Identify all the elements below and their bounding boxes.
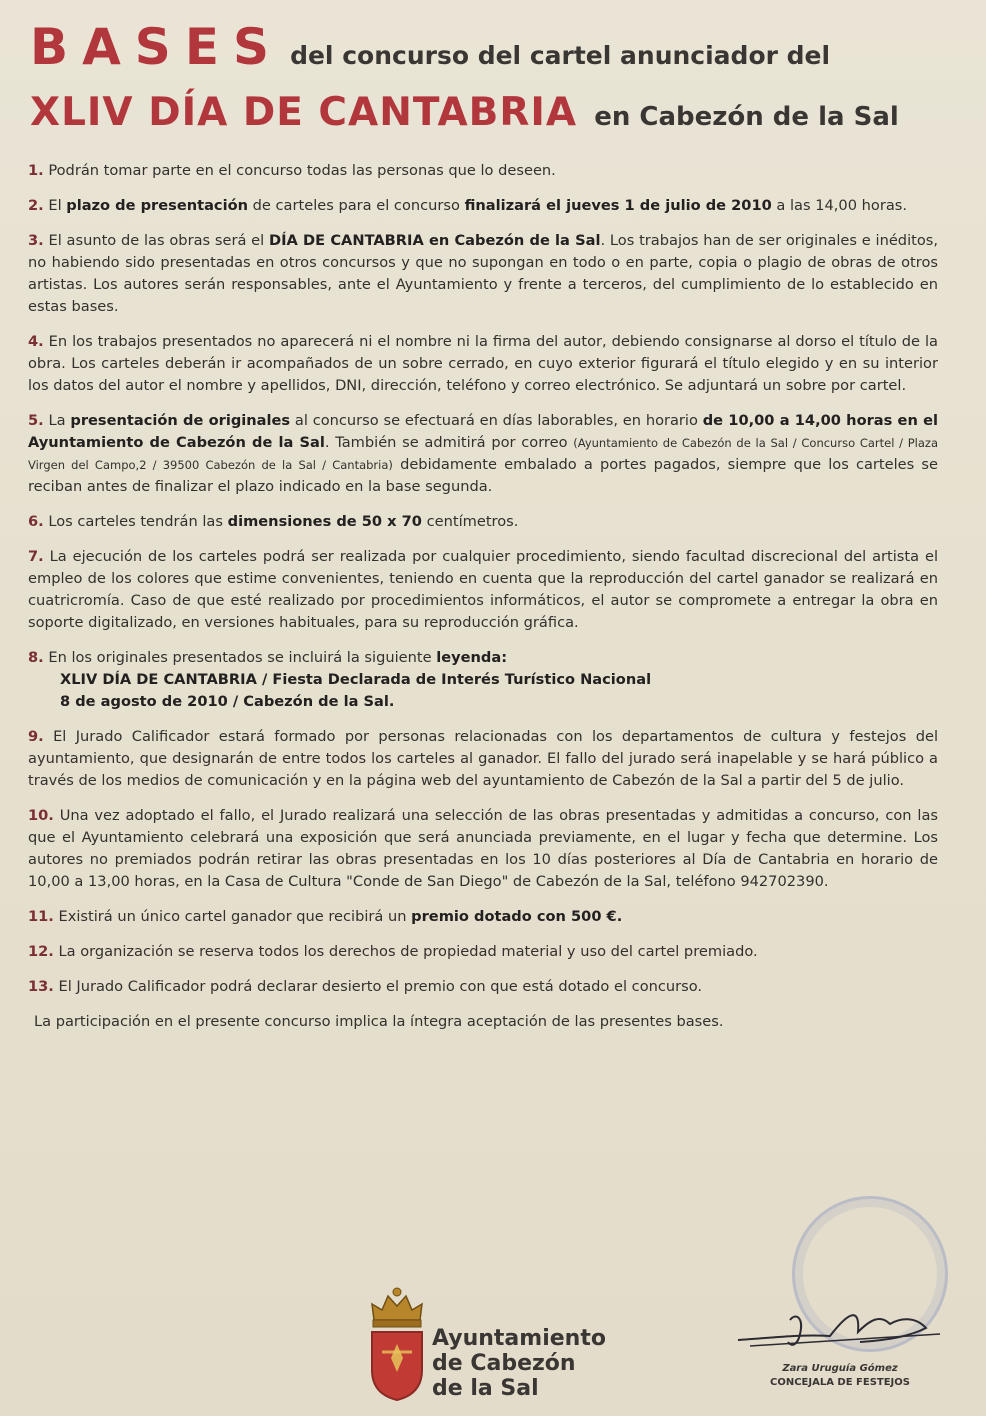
clauses-list xyxy=(28,160,938,1046)
clause-text: En los originales presentados se incluirá la siguiente xyxy=(48,649,432,666)
clause-1 xyxy=(28,160,938,182)
clause-text: Una vez adoptado el fallo, el Jurado realizará una selección de las obras presentadas y admitidas a concurso, con las que el Ayuntamiento celebrará una exposición que será anunciada previamente, en el lugar y fecha que determine. Los autores no premiados podrán retirar las obras presentadas en los 10 días posteriores al Día de Cantabria en horario de 10,00 a 13,00 horas, en la Casa de Cultura "Conde de San Diego" de Cabezón de la Sal, teléfono 942702390. xyxy=(28,807,938,890)
clause-text: de carteles para el concurso xyxy=(252,197,460,214)
clause-text: En los trabajos presentados no aparecerá ni el nombre ni la firma del autor, debiendo consignarse al dorso el título de la obra. Los carteles deberán ir acompañados de un sobre cerrado, en cuyo exterior figurará el título elegido y en su interior los datos del autor el nombre y apellidos, DNI, dirección, teléfono y correo electrónico. Se adjuntará un sobre por cartel. xyxy=(28,333,938,394)
org-line-2: de Cabezón xyxy=(432,1351,576,1376)
clause-text: . Los trabajos han de ser originales e inéditos, no habiendo sido presentadas en otros concursos y que no supongan en todo o en parte, copia o plagio de obras de otros artistas. Los autores serán responsables, ante el Ayuntamiento y frente a terceros, del cumplimiento de lo establecido en estas bases. xyxy=(28,232,939,315)
clause-number: 2. xyxy=(28,197,44,214)
org-line-1: Ayuntamiento xyxy=(432,1326,606,1351)
clause-bold: premio dotado con 500 €. xyxy=(411,908,623,925)
clause-number: 5. xyxy=(28,412,44,429)
clause-text: a las 14,00 horas. xyxy=(776,197,908,214)
closing-statement: La participación en el presente concurso implica la íntegra aceptación de las presentes bases. xyxy=(34,1013,724,1030)
clause-9 xyxy=(28,726,938,792)
clause-text: El Jurado Calificador podrá declarar desierto el premio con que está dotado el concurso. xyxy=(58,978,703,995)
clause-text: La ejecución de los carteles podrá ser realizada por cualquier procedimiento, siendo facultad discrecional del artista el empleo de los colores que estime convenientes, teniendo en cuenta que la reproducción del cartel ganador se realizará en cuatricromía. Caso de que esté realizado por procedimientos informáticos, el autor se compromete a entregar la obra en soporte digitalizado, en versiones habituales, para su reproducción gráfica. xyxy=(28,548,938,631)
clause-text: Los carteles tendrán las xyxy=(48,513,223,530)
clause-number: 9. xyxy=(28,728,44,745)
clause-number: 4. xyxy=(28,333,44,350)
clause-6 xyxy=(28,511,938,533)
clause-number: 1. xyxy=(28,162,44,179)
clause-number: 8. xyxy=(28,649,44,666)
clause-text: El Jurado Calificador estará formado por personas relacionadas con los departamentos de cultura y festejos del ayuntamiento, que designarán de entre todos los carteles al ganador. El fallo del jurado será inapelable y se hará público a través de los medios de comunicación y en la página web del ayuntamiento de Cabezón de la Sal a partir del 5 de julio. xyxy=(28,728,938,789)
signer-title: CONCEJALA DE FESTEJOS xyxy=(770,1377,910,1388)
clause-number: 10. xyxy=(28,807,54,824)
clause-3 xyxy=(28,230,938,318)
title-bases: BASES xyxy=(30,18,283,76)
clause-8 xyxy=(28,647,938,713)
clause-text: . También se admitirá por correo xyxy=(324,434,568,451)
clause-text: La organización se reserva todos los derechos de propiedad material y uso del cartel premiado. xyxy=(58,943,758,960)
clause-7 xyxy=(28,546,938,634)
title-line-1 xyxy=(30,18,830,76)
clause-5 xyxy=(28,410,938,498)
clause-bold: finalizará el jueves 1 de julio de 2010 xyxy=(464,197,772,214)
clause-number: 7. xyxy=(28,548,44,565)
clause-text: al concurso se efectuará en días laborables, en horario xyxy=(294,412,698,429)
clause-2 xyxy=(28,195,938,217)
title-subtitle: del concurso del cartel anunciador del xyxy=(290,41,831,70)
coat-of-arms-icon xyxy=(366,1286,428,1402)
event-title: XLIV DÍA DE CANTABRIA xyxy=(30,90,578,135)
clause-number: 3. xyxy=(28,232,44,249)
clause-text: El xyxy=(48,197,62,214)
clause-text: centímetros. xyxy=(426,513,519,530)
clause-11 xyxy=(28,906,938,928)
signer-block xyxy=(740,1362,940,1390)
legend-line-2: 8 de agosto de 2010 / Cabezón de la Sal. xyxy=(60,693,395,710)
org-line-3: de la Sal xyxy=(432,1376,539,1401)
clause-bold: DÍA DE CANTABRIA en Cabezón de la Sal xyxy=(269,232,601,249)
clause-number: 11. xyxy=(28,908,54,925)
clause-bold: leyenda: xyxy=(436,649,508,666)
handwritten-signature xyxy=(730,1290,950,1370)
event-location: en Cabezón de la Sal xyxy=(594,102,899,132)
clause-13 xyxy=(28,976,938,998)
clause-10 xyxy=(28,805,938,893)
clause-text: Existirá un único cartel ganador que recibirá un xyxy=(58,908,407,925)
clause-text: La xyxy=(48,412,66,429)
clause-bold: dimensiones de 50 x 70 xyxy=(227,513,422,530)
clause-bold: plazo de presentación xyxy=(66,197,248,214)
signer-name: Zara Uruguía Gómez xyxy=(782,1363,898,1374)
clause-4 xyxy=(28,331,938,397)
clause-text: Podrán tomar parte en el concurso todas las personas que lo deseen. xyxy=(48,162,556,179)
title-line-2 xyxy=(30,90,899,135)
organization-logo-text xyxy=(432,1326,606,1401)
clause-12 xyxy=(28,941,938,963)
clause-number: 13. xyxy=(28,978,54,995)
postal-address: (Ayuntamiento de Cabezón de la Sal / Concurso Cartel / Plaza Virgen del Campo,2 / 39500 Cabezón de la Sal / Cantabria) xyxy=(28,436,938,472)
clause-text: El asunto de las obras será el xyxy=(48,232,265,249)
legend-line-1: XLIV DÍA DE CANTABRIA / Fiesta Declarada de Interés Turístico Nacional xyxy=(60,671,652,688)
clause-number: 6. xyxy=(28,513,44,530)
clause-number: 12. xyxy=(28,943,54,960)
clause-bold: presentación de originales xyxy=(70,412,291,429)
clause-text: debidamente embalado a portes pagados, siempre que los carteles se reciban antes de finalizar el plazo indicado en la base segunda. xyxy=(28,456,939,495)
clause-bold: de 10,00 a 14,00 horas en el Ayuntamiento de Cabezón de la Sal xyxy=(28,412,938,451)
